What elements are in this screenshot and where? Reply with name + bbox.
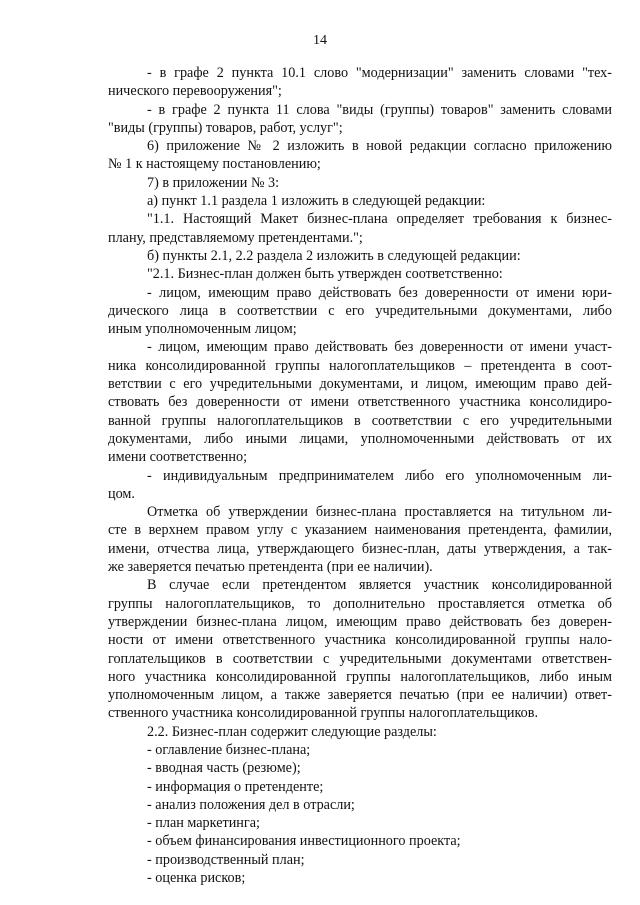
text-line: а) пункт 1.1 раздела 1 изложить в следующей редакции:: [147, 193, 486, 210]
text-line: гоплательщиков в соответствии с учредительными документами ответствен-: [108, 650, 612, 667]
text-line: утверждении бизнес-плана лицом, имеющим право действовать без доверен-: [108, 613, 612, 630]
text-line: группы налогоплательщиков, то дополнительно проставляется отметка об: [108, 595, 612, 612]
text-line: имени соответственно;: [108, 449, 248, 466]
text-line: дического лица в соответствии с его учредительными документами, либо: [108, 302, 612, 319]
text-line: - информация о претенденте;: [147, 778, 324, 795]
text-line: Отметка об утверждении бизнес-плана проставляется на титульном ли-: [147, 504, 612, 521]
text-line: - план маркетинга;: [147, 815, 260, 832]
text-line: ного участника консолидированной группы налогоплательщиков, либо иным: [108, 668, 612, 685]
text-line: плану, представляемому претендентами.";: [108, 229, 363, 246]
text-line: "виды (группы) товаров, работ, услуг";: [108, 119, 343, 136]
text-line: "2.1. Бизнес-план должен быть утвержден соответственно:: [147, 266, 503, 283]
text-line: сте в верхнем правом углу с указанием наименования претендента, фамилии,: [108, 522, 612, 539]
text-line: ветствии с его учредительными документами, и лицом, имеющим право дей-: [108, 376, 612, 393]
text-line: - оглавление бизнес-плана;: [147, 741, 311, 758]
text-line: ствовать без доверенности от имени ответственного участника консолидиро-: [108, 394, 612, 411]
text-line: имени, отчества лица, утверждающего бизнес-план, даты утверждения, а так-: [108, 540, 612, 557]
document-body: [108, 64, 612, 887]
text-line: "1.1. Настоящий Макет бизнес-плана определяет требования к бизнес-: [147, 211, 612, 228]
text-line: - лицом, имеющим право действовать без доверенности от имени участ-: [147, 339, 612, 356]
page-number: 14: [313, 33, 327, 48]
text-line: 6) приложение № 2 изложить в новой редакции согласно приложению: [147, 138, 612, 155]
text-line: - индивидуальным предпринимателем либо его уполномоченным ли-: [147, 467, 612, 484]
text-line: документами, либо иными лицами, уполномоченными действовать от их: [108, 430, 612, 447]
text-line: - вводная часть (резюме);: [147, 760, 301, 777]
text-line: уполномоченным лицом, а также заверяется печатью (при ее наличии) ответ-: [108, 687, 612, 704]
text-line: В случае если претендентом является участник консолидированной: [147, 577, 612, 594]
text-line: ванной группы налогоплательщиков в соответствии с его учредительными: [108, 412, 612, 429]
text-line: - анализ положения дел в отрасли;: [147, 796, 355, 813]
text-line: нического перевооружения";: [108, 83, 282, 100]
text-line: ности от имени ответственного участника консолидированной группы нало-: [108, 632, 612, 649]
text-line: - лицом, имеющим право действовать без доверенности от имени юри-: [147, 284, 612, 301]
text-line: - оценка рисков;: [147, 870, 246, 887]
text-line: же заверяется печатью претендента (при ее наличии).: [108, 559, 433, 576]
text-line: 2.2. Бизнес-план содержит следующие разделы:: [147, 723, 437, 740]
text-line: № 1 к настоящему постановлению;: [108, 156, 321, 173]
text-line: ника консолидированной группы налогоплательщиков – претендента в соот-: [108, 357, 612, 374]
text-line: - объем финансирования инвестиционного проекта;: [147, 833, 461, 850]
text-line: цом.: [108, 485, 135, 502]
text-line: 7) в приложении № 3:: [147, 174, 280, 191]
text-line: - в графе 2 пункта 11 слова "виды (группы) товаров" заменить словами: [147, 101, 612, 118]
text-line: ственного участника консолидированной группы налогоплательщиков.: [108, 705, 538, 722]
text-line: - производственный план;: [147, 851, 305, 868]
text-line: б) пункты 2.1, 2.2 раздела 2 изложить в следующей редакции:: [147, 247, 521, 264]
text-line: - в графе 2 пункта 10.1 слово "модернизации" заменить словами "тех-: [147, 65, 612, 81]
text-line: иным уполномоченным лицом;: [108, 321, 297, 338]
